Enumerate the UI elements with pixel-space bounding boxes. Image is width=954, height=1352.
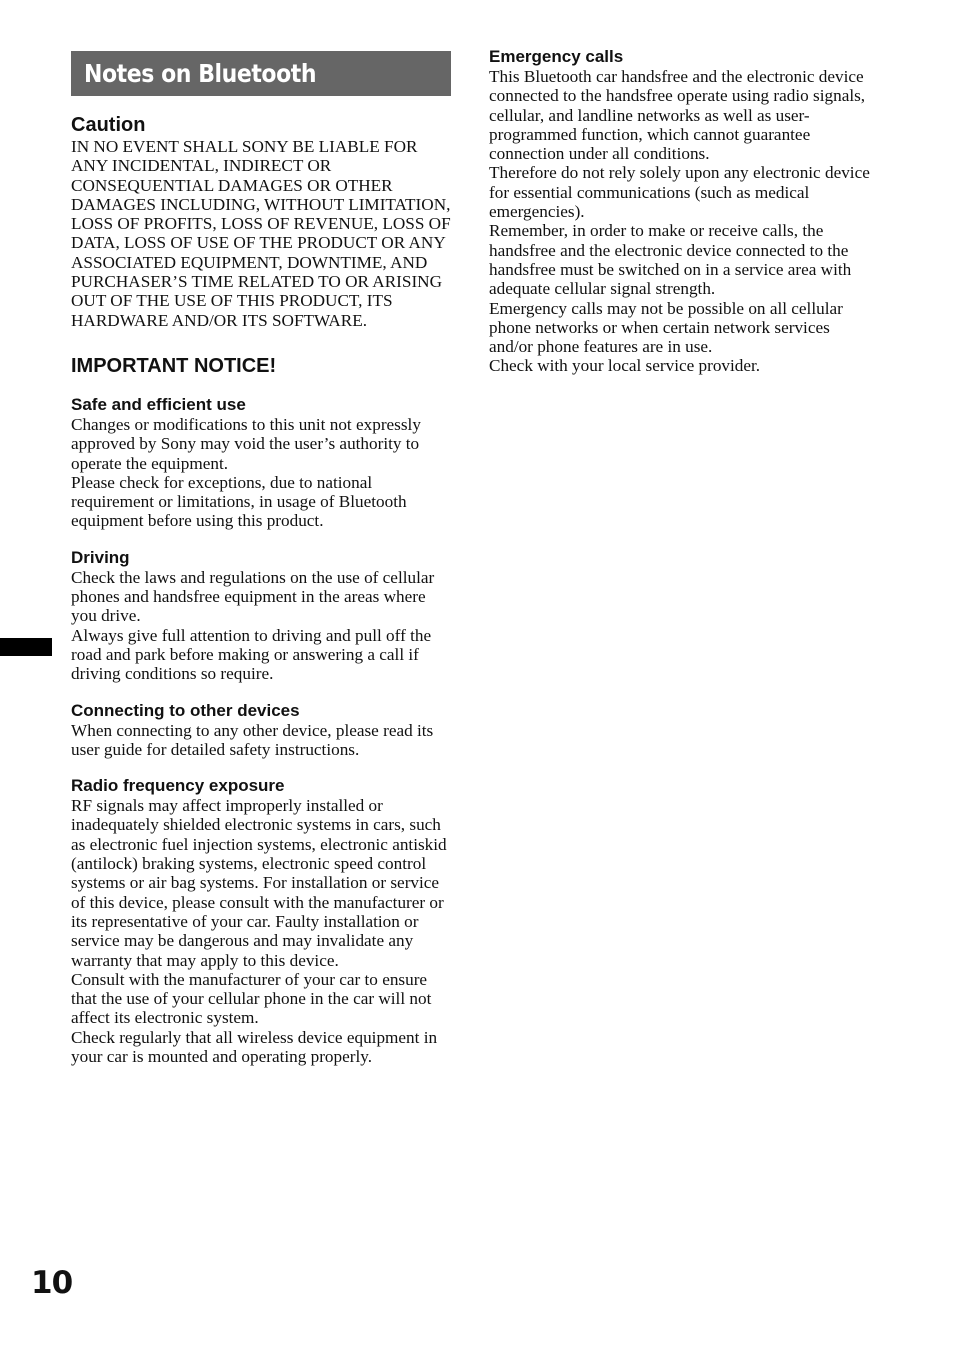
safe-use-paragraph-1: Changes or modifications to this unit not expressly approved by Sony may void the user’s authority to operate the equipment. [71, 414, 421, 473]
caution-heading: Caution [71, 114, 146, 136]
page-title: Notes on Bluetooth [84, 59, 317, 88]
emergency-paragraph-4: Emergency calls may not be possible on all cellular phone networks or when certain network services and/or phone features are in use. [489, 298, 843, 357]
safe-use-heading: Safe and efficient use [71, 394, 246, 414]
emergency-paragraph-5: Check with your local service provider. [489, 356, 761, 376]
section-title-bar [71, 51, 451, 96]
right-column [489, 47, 874, 376]
important-notice-heading: IMPORTANT NOTICE! [71, 354, 277, 377]
emergency-paragraph-1: This Bluetooth car handsfree and the electronic device connected to the handsfree operate using radio signals, cellular, and landline networks as well as user-programmed function, which cannot guarantee connection under all conditions. [489, 67, 866, 164]
driving-paragraph-2: Always give full attention to driving and pull off the road and park before making or answering a call if driving conditions so require. [71, 625, 432, 684]
emergency-calls-heading: Emergency calls [489, 47, 624, 66]
radio-frequency-paragraph-3: Check regularly that all wireless device equipment in your car is mounted and operating properly. [71, 1027, 438, 1066]
page-number: 10 [31, 1265, 73, 1301]
safe-use-paragraph-2: Please check for exceptions, due to national requirement or limitations, in usage of Bluetooth equipment before using this product. [71, 472, 407, 531]
emergency-paragraph-2: Therefore do not rely solely upon any electronic device for essential communications (such as medical emergencies). [489, 163, 870, 222]
radio-frequency-paragraph-2: Consult with the manufacturer of your car to ensure that the use of your cellular phone in the car will not affect its electronic system. [71, 969, 432, 1028]
radio-frequency-paragraph-1: RF signals may affect improperly installed or inadequately shielded electronic systems in cars, such as electronic fuel injection systems, electronic antiskid (antilock) braking systems, electronic speed control systems or air bag systems. For installation or service of this device, please consult with the manufacturer or its representative of your car. Faulty installation or service may be dangerous and may invalidate any warranty that may apply to this device. [71, 796, 447, 970]
connecting-paragraph-1: When connecting to any other device, please read its user guide for detailed safety instructions. [71, 720, 434, 759]
left-column [71, 51, 451, 1066]
radio-frequency-heading: Radio frequency exposure [71, 776, 285, 796]
caution-text: IN NO EVENT SHALL SONY BE LIABLE FOR ANY INCIDENTAL, INDIRECT OR CONSEQUENTIAL DAMAGES OR OTHER DAMAGES INCLUDING, WITHOUT LIMITATION, LOSS OF PROFITS, LOSS OF REVENUE, LOSS OF DATA, LOSS OF USE OF THE PRODUCT OR ANY ASSOCIATED EQUIPMENT, DOWNTIME, AND PURCHASER’S TIME RELATED TO OR ARISING OUT OF THE USE OF THIS PRODUCT, ITS HARDWARE AND/OR ITS SOFTWARE. [71, 137, 451, 330]
driving-paragraph-1: Check the laws and regulations on the use of cellular phones and handsfree equipment in the areas where you drive. [71, 567, 435, 626]
connecting-heading: Connecting to other devices [71, 700, 300, 720]
emergency-paragraph-3: Remember, in order to make or receive calls, the handsfree and the electronic device connected to the handsfree must be switched on in a service area with adequate cellular signal strength. [489, 221, 852, 299]
driving-heading: Driving [71, 547, 130, 567]
side-tab-marker [0, 638, 52, 656]
